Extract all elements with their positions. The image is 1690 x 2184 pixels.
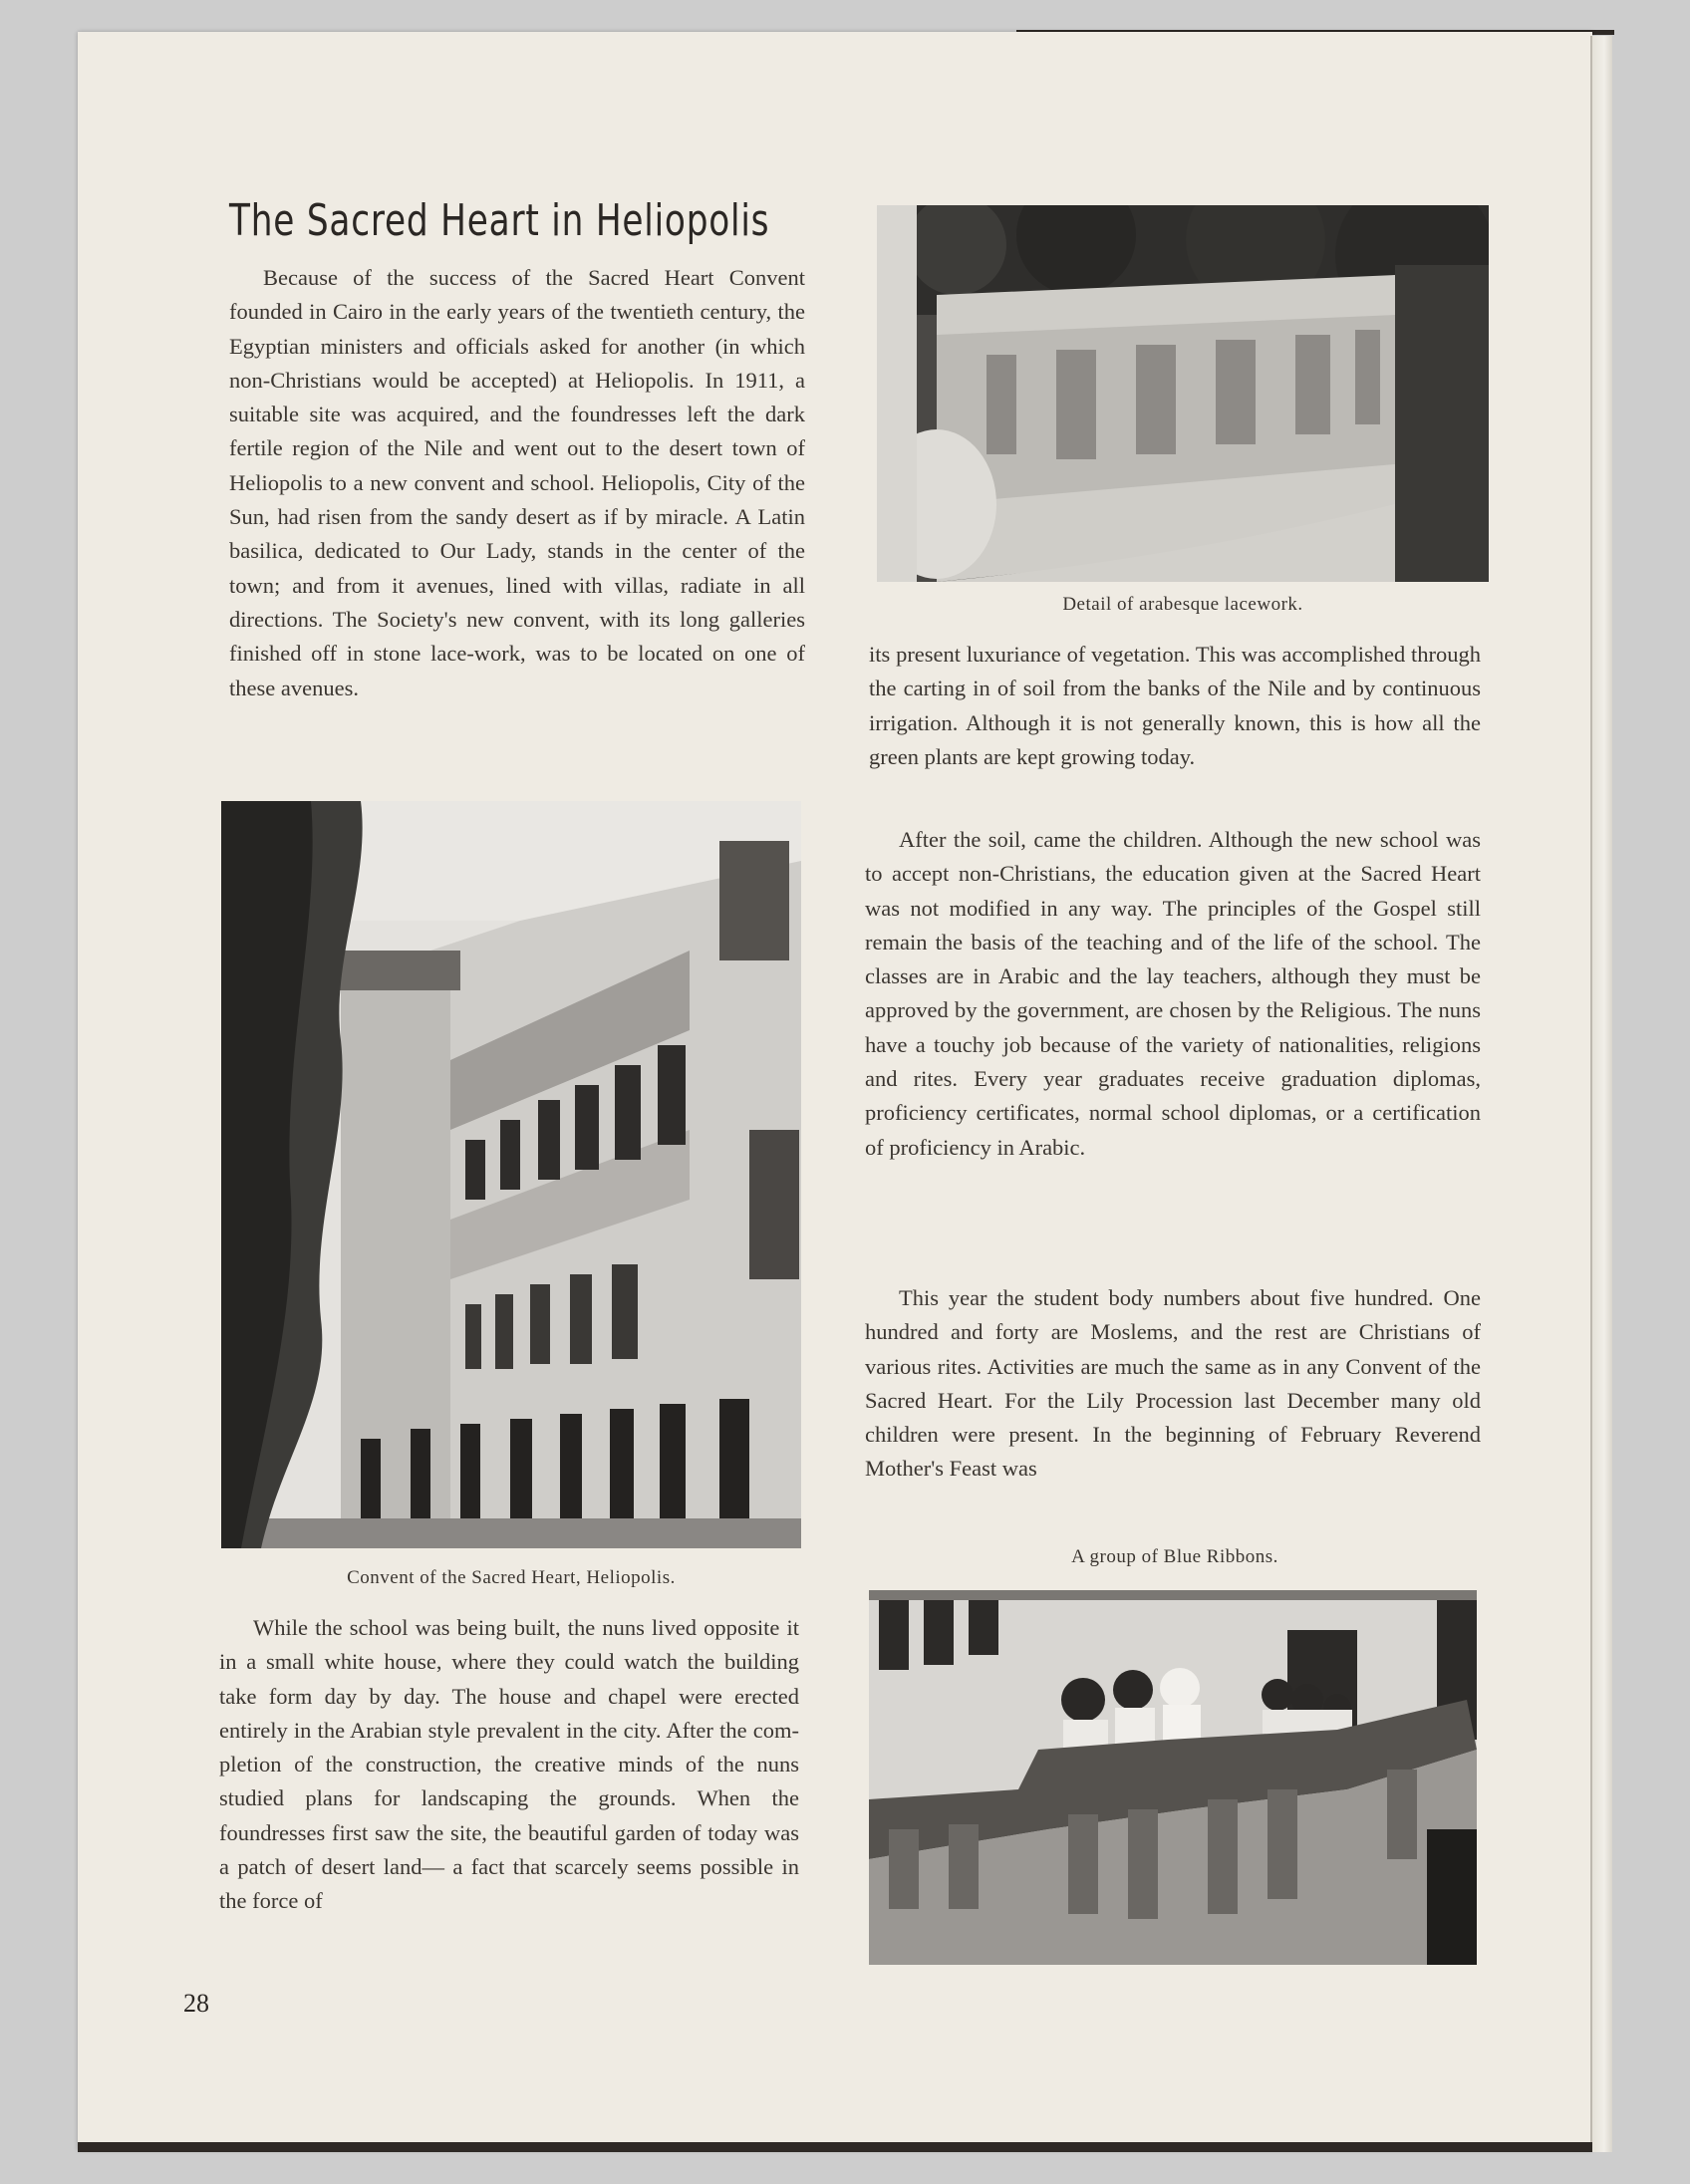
blue-ribbons-photo (869, 1590, 1477, 1965)
column-right-paragraph-3: This year the student body numbers about five hundred. One hundred and forty are Moslems, and the rest are Christians of various rites. Activities are much the same as in any Convent of the Sacred Heart. For the Lily Procession last December many old children were present. In the beginning of February Reverend Mother's Feast was (865, 1285, 1481, 1482)
column-left-bottom-paragraph: While the school was being built, the nuns lived opposite it in a small white house, where they could watch the building take form day by day. The house and chapel were erected entirely in the Arabian style prevalent in the city. After the completion of the construction, the creative minds of the nuns studied plans for landscaping the grounds. When the foundresses first saw the site, the beautiful garden of today was a patch of desert land— a fact that scarcely seems possible in the force of (219, 1615, 799, 1914)
page-number: 28 (183, 1989, 209, 2018)
convent-photo-caption: Convent of the Sacred Heart, Heliopolis. (347, 1567, 676, 1588)
page-gutter (1590, 36, 1592, 2142)
column-right-paragraph-2: After the soil, came the children. Although the new school was to accept non-Christians, the education given at the Sacred Heart was not modified in any way. The principles of the Gospel still remain the basis of the teaching and of the life of the school. The classes are in Arabic and the lay teachers, although they must be approved by the government, are chosen by the Religious. The nuns have a touchy job because of the variety of nationalities, religions and rites. Every year graduates receive graduation diplomas, proficiency certificates, normal school diplomas, or a certification of proficiency in Arabic. (865, 827, 1481, 1160)
column-right-paragraph-1: its present luxuriance of vegetation. This was accomplished through the carting in of soil from the banks of the Nile and by continuous irrigation. Although it is not generally known, this is how all the green plants are kept growing today. (869, 642, 1481, 769)
column-left-top-paragraph: Because of the success of the Sacred Heart Convent founded in Cairo in the early years of the twentieth century, the Egyptian ministers and officials asked for another (in which non-Christians would be accepted) at Heliopolis. In 1911, a suitable site was acquired, and the foundresses left the dark fertile region of the Nile and went out to the desert town of Heliopolis to a new convent and school. Heliopolis, City of the Sun, had risen from the sandy desert as if by miracle. A Latin basilica, dedicated to Our Lady, stands in the center of the town; and from it avenues, lined with villas, radiate in all directions. The Society's new convent, with its long galleries finished off in stone lace-work, was to be located on one of these avenues. (229, 265, 805, 700)
ribbons-photo-caption: A group of Blue Ribbons. (1071, 1546, 1278, 1567)
convent-photo (221, 801, 801, 1548)
article-title: The Sacred Heart in Heliopolis (229, 195, 770, 246)
page-bottom-edge (78, 2142, 1592, 2152)
lacework-photo-caption: Detail of arabesque lacework. (1062, 594, 1303, 615)
lacework-photo (877, 205, 1489, 582)
page-right-edge (1592, 36, 1612, 2152)
